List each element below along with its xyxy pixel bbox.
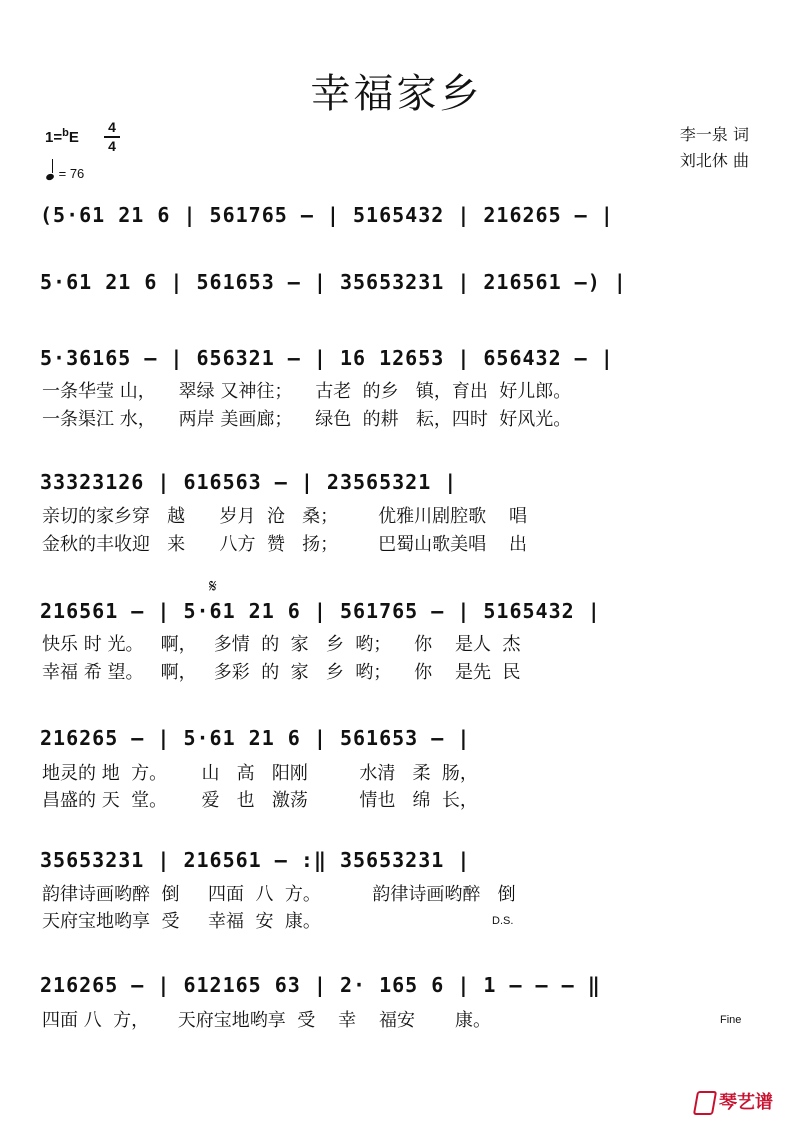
notation-system-5: 216561 – | 5·61 21 6 | 561765 – | 5165432 |	[40, 599, 601, 623]
segno-sign: 𝄋	[209, 576, 217, 597]
lyrics-line: 亲切的家乡穿 越 岁月 沧 桑； 优雅川剧腔歌 唱	[42, 506, 528, 527]
key-letter: E	[68, 129, 79, 146]
logo-icon	[693, 1091, 717, 1115]
time-signature	[104, 120, 120, 154]
notation-system-7: 35653231 | 216561 – :‖ 35653231 |	[40, 848, 471, 872]
key-prefix: 1=	[45, 129, 63, 146]
ds-marking: D.S.	[492, 915, 514, 927]
lyrics-line: 韵律诗画哟醉 倒 四面 八 方。 韵律诗画哟醉 倒	[42, 884, 516, 905]
lyrics-line: 昌盛的 天 堂。 爱 也 激荡 情也 绵 长，	[42, 790, 478, 811]
fine-marking: Fine	[720, 1014, 742, 1026]
composer-credit: 刘北休 曲	[679, 151, 749, 170]
lyrics-line: 天府宝地哟享 受 幸福 安 康。	[42, 911, 321, 932]
flat-sign: b	[62, 127, 69, 139]
notation-system-3: 5·36165 – | 656321 – | 16 12653 | 656432 – |	[40, 346, 614, 370]
meter-top: 4	[108, 119, 116, 135]
lyrics-line: 幸福 希 望。 啊， 多彩 的 家 乡 哟； 你 是先 民	[42, 662, 521, 683]
lyrics-line: 地灵的 地 方。 山 高 阳刚 水清 柔 肠，	[42, 763, 478, 784]
quarter-note-icon	[45, 173, 55, 181]
lyrics-line: 四面 八 方， 天府宝地哟享 受 幸 福安 康。	[42, 1010, 492, 1031]
watermark-logo	[695, 1088, 773, 1115]
key-signature	[45, 127, 79, 146]
meter-bottom: 4	[108, 138, 116, 154]
notation-system-4: 33323126 | 616563 – | 23565321 |	[40, 470, 458, 494]
lyrics-line: 一条渠江 水， 两岸 美画廊； 绿色 的耕 耘，四时 好风光。	[42, 409, 572, 430]
song-title: 幸福家乡	[310, 71, 483, 117]
lyricist-credit: 李一泉 词	[679, 125, 749, 144]
notation-system-6: 216265 – | 5·61 21 6 | 561653 – |	[40, 726, 471, 750]
lyrics-line: 金秋的丰收迎 来 八方 赞 扬； 巴蜀山歌美唱 出	[42, 534, 528, 555]
lyrics-line: 一条华莹 山， 翠绿 又神往； 古老 的乡 镇，育出 好儿郎。	[42, 381, 572, 402]
notation-system-8: 216265 – | 612165 63 | 2· 165 6 | 1 – – – ‖	[40, 973, 601, 997]
tempo-marking	[46, 164, 84, 181]
watermark-text: 琴艺谱	[719, 1092, 773, 1113]
notation-system-2: 5·61 21 6 | 561653 – | 35653231 | 216561 –) |	[40, 270, 627, 294]
lyrics-line: 快乐 时 光。 啊， 多情 的 家 乡 哟； 你 是人 杰	[42, 634, 521, 655]
tempo-value: = 76	[58, 166, 85, 181]
notation-system-1: (5·61 21 6 | 561765 – | 5165432 | 216265 – |	[40, 203, 614, 227]
